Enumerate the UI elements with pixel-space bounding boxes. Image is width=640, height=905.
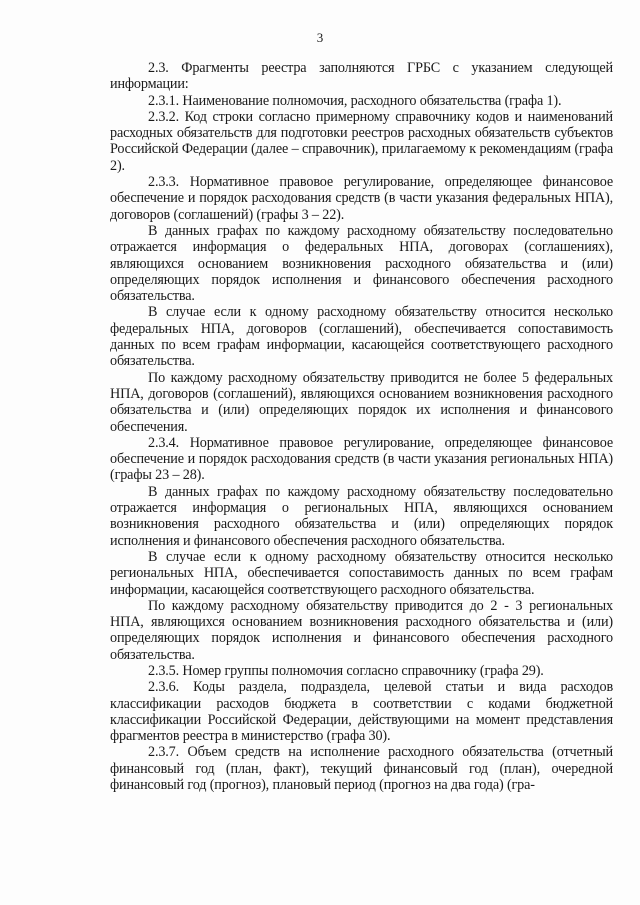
paragraph-2-3-6: 2.3.6. Коды раздела, подраздела, целевой статьи и вида расходов классификации расходов бюджета в соответствии с кодами бюджетной классификации Российской Федерации, действующими на момент представления фрагментов реестра в министерство (графа 30). [110, 679, 613, 745]
paragraph-federal-info: В данных графах по каждому расходному обязательству последовательно отражается информация о федеральных НПА, договорах (соглашениях), являющихся основанием возникновения расходного обязательства и (или) определяющих порядок исполнения и финансового обеспечения расходного обязательства. [110, 222, 613, 305]
paragraph-federal-multiple: В случае если к одному расходному обязательству относится несколько федеральных НПА, договоров (соглашений), обеспечивается сопоставимость данных по всем графам информации, касающейся соответствующего расходного обязательства. [110, 304, 613, 370]
paragraph-regional-multiple: В случае если к одному расходному обязательству относится несколько региональных НПА, обеспечивается сопоставимость данных по всем графам информации, касающейся соответствующего расходного обязательства. [110, 548, 613, 598]
paragraph-2-3-7: 2.3.7. Объем средств на исполнение расходного обязательства (отчетный финансовый год (план, факт), текущий финансовый год (план), очередной финансовый год (прогноз), плановый период (прогноз на два года) (гра- [110, 744, 613, 794]
paragraph-federal-limit: По каждому расходному обязательству приводится не более 5 федеральных НПА, договоров (соглашений), являющихся основанием возникновения расходного обязательства и (или) определяющих порядок их исполнения и финансового обеспечения. [110, 369, 613, 435]
paragraph-regional-limit: По каждому расходному обязательству приводится до 2 - 3 региональных НПА, являющихся основанием возникновения расходного обязательства и (или) определяющих порядок исполнения и финансового обеспечения расходного обязательства. [110, 597, 613, 663]
paragraph-2-3-3: 2.3.3. Нормативное правовое регулирование, определяющее финансовое обеспечение и порядок расходования средств (в части указания федеральных НПА), договоров (соглашений) (графы 3 – 22). [110, 174, 613, 223]
document-body [110, 60, 613, 793]
page-number: 3 [316, 30, 324, 45]
paragraph-regional-info: В данных графах по каждому расходному обязательству последовательно отражается информация о региональных НПА, являющихся основанием возникновения расходного обязательства и (или) определяющих порядок исполнения и финансового обеспечения расходного обязательства. [110, 483, 613, 549]
paragraph-2-3: 2.3. Фрагменты реестра заполняются ГРБС с указанием следующей информации: [110, 60, 613, 93]
paragraph-2-3-4: 2.3.4. Нормативное правовое регулирование, определяющее финансовое обеспечение и порядок расходования средств (в части указания региональных НПА) (графы 23 – 28). [110, 434, 613, 484]
paragraph-2-3-5: 2.3.5. Номер группы полномочия согласно справочнику (графа 29). [148, 662, 544, 679]
paragraph-2-3-2: 2.3.2. Код строки согласно примерному справочнику кодов и наименований расходных обязательств для подготовки реестров расходных обязательств субъектов Российской Федерации (далее – справочник), прилагаемому к рекомендациям (графа 2). [110, 108, 613, 174]
paragraph-2-3-1: 2.3.1. Наименование полномочия, расходного обязательства (графа 1). [148, 92, 562, 109]
